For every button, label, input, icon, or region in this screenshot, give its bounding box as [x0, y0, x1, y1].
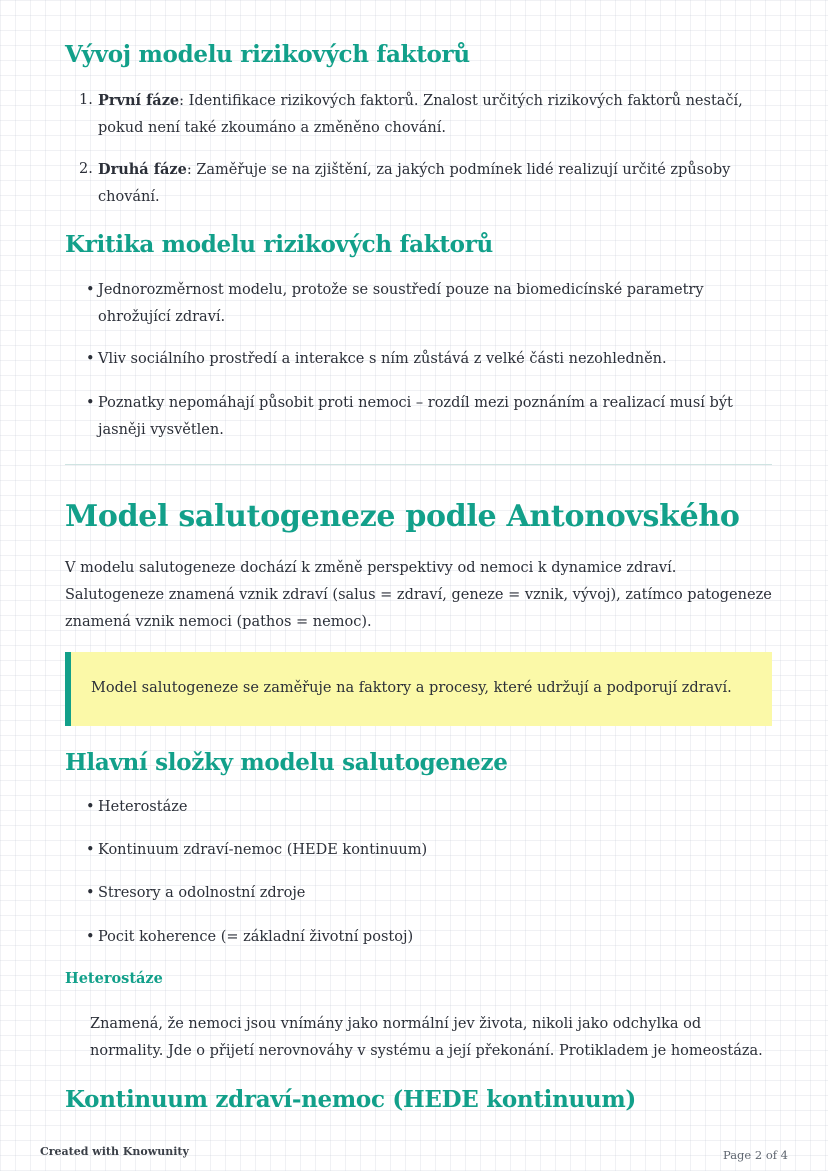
list-text: Stresory a odolnostní zdroje [98, 885, 306, 901]
bullet: • [86, 842, 95, 858]
list-text-cont: chování. [98, 189, 160, 205]
callout-text: Model salutogeneze se zaměřuje na faktory a procesy, které udržují a podporují zdraví. [91, 680, 732, 696]
list-number: 2. [79, 161, 93, 177]
list-text: Kontinuum zdraví-nemoc (HEDE kontinuum) [98, 842, 428, 858]
footer-created-with: Created with Knowunity [40, 1145, 189, 1158]
paragraph-line: znamená vznik nemoci (pathos = nemoc). [65, 614, 372, 630]
bullet: • [86, 799, 95, 815]
heading-main-components: Hlavní složky modelu salutogeneze [65, 749, 508, 776]
list-item [65, 277, 805, 331]
paragraph-line: V modelu salutogeneze dochází k změně perspektivy od nemoci k dynamice zdraví. [65, 560, 677, 576]
list-text-cont: ohrožující zdraví. [98, 309, 226, 325]
list-text: Jednorozměrnost modelu, protože se soustředí pouze na biomedicínské parametry [98, 282, 704, 298]
section-divider [65, 464, 772, 465]
bullet: • [86, 395, 95, 411]
paragraph-line: Salutogeneze znamená vznik zdraví (salus = zdraví, geneze = vznik, vývoj), zatímco patogeneze [65, 587, 772, 603]
heading-risk-critique: Kritika modelu rizikových faktorů [65, 231, 493, 258]
paragraph-line: normality. Jde o přijetí nerovnováhy v systému a její překonání. Protikladem je homeostáza. [90, 1043, 763, 1059]
list-item [65, 346, 805, 373]
paragraph-heterostasis [65, 1011, 797, 1065]
list-item [65, 87, 805, 142]
paragraph-salutogenesis [65, 555, 772, 636]
list-term: První fáze [98, 92, 180, 109]
bullet: • [86, 929, 95, 945]
list-text: Pocit koherence (= základní životní postoj) [98, 929, 414, 945]
list-item [65, 837, 805, 864]
list-item [65, 794, 805, 821]
list-item [65, 880, 805, 907]
paragraph-line: Znamená, že nemoci jsou vnímány jako normální jev života, nikoli jako odchylka od [90, 1016, 702, 1032]
list-term: Druhá fáze [98, 161, 187, 178]
list-text: : Identifikace rizikových faktorů. Znalost určitých rizikových faktorů nestačí, [179, 93, 743, 109]
list-text-cont: jasněji vysvětlen. [98, 422, 224, 438]
list-text: Vliv sociálního prostředí a interakce s ním zůstává z velké části nezohledněn. [98, 351, 667, 367]
list-text: : Zaměřuje se na zjištění, za jakých podmínek lidé realizují určité způsoby [186, 162, 731, 178]
bullet: • [86, 351, 95, 367]
heading-salutogenesis: Model salutogeneze podle Antonovského [65, 499, 740, 534]
callout-box [65, 652, 772, 726]
list-item [65, 390, 805, 444]
list-number: 1. [79, 92, 93, 108]
list-item [65, 924, 805, 951]
list-text: Heterostáze [98, 799, 188, 815]
bullet: • [86, 885, 95, 901]
heading-risk-development: Vývoj modelu rizikových faktorů [65, 41, 470, 68]
subheading-heterostasis: Heterostáze [65, 970, 163, 987]
list-item [65, 156, 805, 211]
list-text-cont: pokud není také zkoumáno a změněno chování. [98, 120, 446, 136]
list-text: Poznatky nepomáhají působit proti nemoci – rozdíl mezi poznáním a realizací musí být [98, 395, 733, 411]
heading-hede-continuum: Kontinuum zdraví-nemoc (HEDE kontinuum) [65, 1086, 636, 1113]
footer-page-number: Page 2 of 4 [722, 1148, 788, 1162]
bullet: • [86, 282, 95, 298]
